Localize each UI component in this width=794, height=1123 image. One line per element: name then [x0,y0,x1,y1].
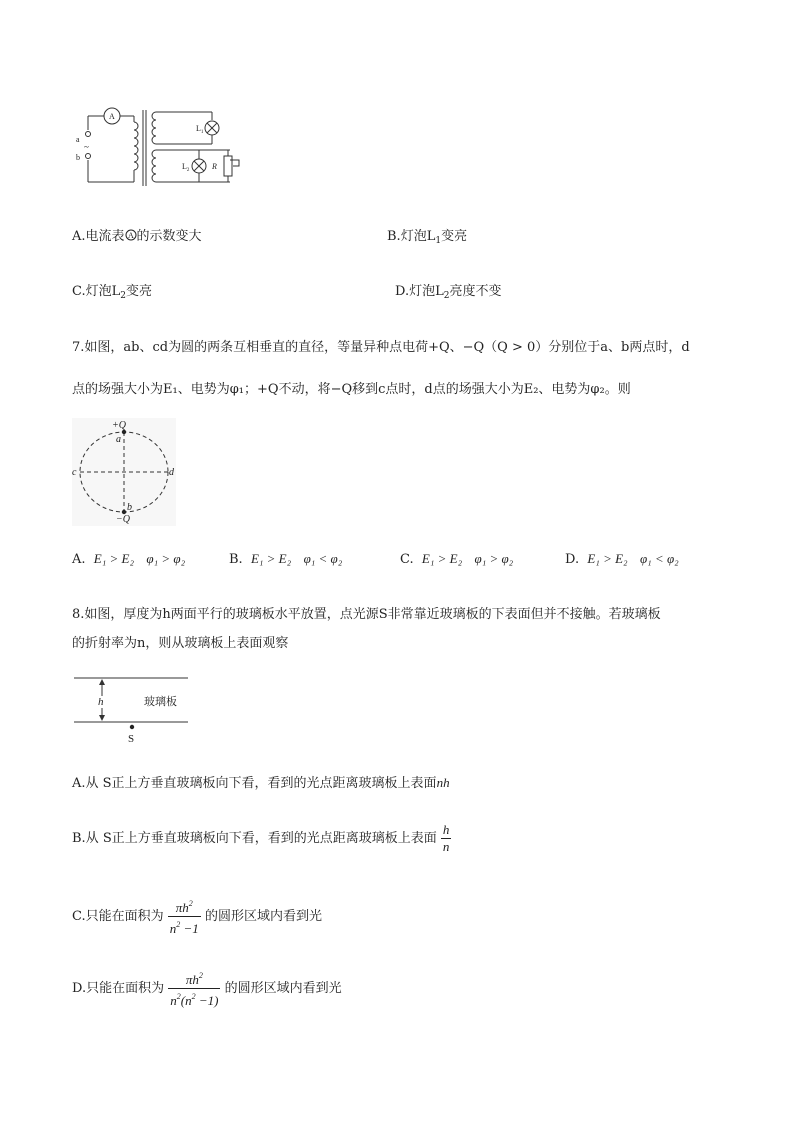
q6-option-a: A.电流表 A 的示数变大 [72,229,202,244]
lamp1-label: $L_1$ [196,124,204,135]
q7-stem-line1: 7.如图，ab、cd为圆的两条互相垂直的直径，等量异种点电荷+Q、−Q（Q > 0）分别位于a、b两点时，d [72,340,690,355]
q7-stem-line2: 点的场强大小为E₁、电势为φ₁；+Q不动，将−Q移到c点时，d点的场强大小为E₂、电势为φ₂。则 [72,382,631,397]
q8-option-a: A.从 S正上方垂直玻璃板向下看，看到的光点距离玻璃板上表面nh [72,775,450,791]
point-a-label: a [116,434,121,445]
q7-option-b: B. E₁ > E₂ φ₁ < φ₂ [229,551,343,567]
source-s-label: S [128,733,135,745]
resistor-label: R [212,162,217,171]
glass-plate-figure [72,672,190,748]
plate-label: 玻璃板 [144,696,177,708]
q8-option-d: D.只能在面积为 $\frac{\pi h^2}{n^2(n^2 -1)}$ 的圆形区域内看到光 [72,968,342,1009]
q8-stem-line2: 的折射率为n，则从玻璃板上表面观察 [72,636,289,651]
q8-option-b: B.从 S正上方垂直玻璃板向下看，看到的光点距离玻璃板上表面 $\frac{h}{n}$ [72,822,450,854]
terminal-a-label: a [76,135,80,144]
terminal-b-label: b [76,153,80,162]
circle-charges-figure [72,418,176,526]
top-charge-label: +Q [112,420,126,431]
point-b-label: b [127,502,132,513]
q7-option-d: D. E₁ > E₂ φ₁ < φ₂ [565,551,679,567]
ac-symbol: ~ [84,142,89,152]
q7-option-a: A. E₁ > E₂ φ₁ > φ₂ [72,551,186,567]
q7-option-c: C. E₁ > E₂ φ₁ > φ₂ [400,551,514,567]
lamp2-label: $L_2$ [182,162,190,173]
q6-option-b: B.灯泡$L_1$变亮 [387,229,468,246]
ammeter-label: A [109,112,115,121]
q8-option-c: C.只能在面积为 $\frac{\pi h^2}{n^2 -1}$ 的圆形区域内看到光 [72,896,322,937]
point-c-label: c [72,467,77,478]
svg-text:A: A [127,231,134,240]
point-d-label: d [169,467,174,478]
ammeter-icon [125,229,137,241]
q6-option-c: C.灯泡$L_2$变亮 [72,284,153,301]
thickness-h-label: h [98,696,104,708]
bottom-charge-label: −Q [116,514,130,525]
transformer-circuit-figure [72,104,244,190]
q8-stem-line1: 8.如图，厚度为h两面平行的玻璃板水平放置，点光源S非常靠近玻璃板的下表面但并不接触。若玻璃板 [72,607,661,622]
q6-option-d: D.灯泡$L_2$亮度不变 [395,284,502,301]
